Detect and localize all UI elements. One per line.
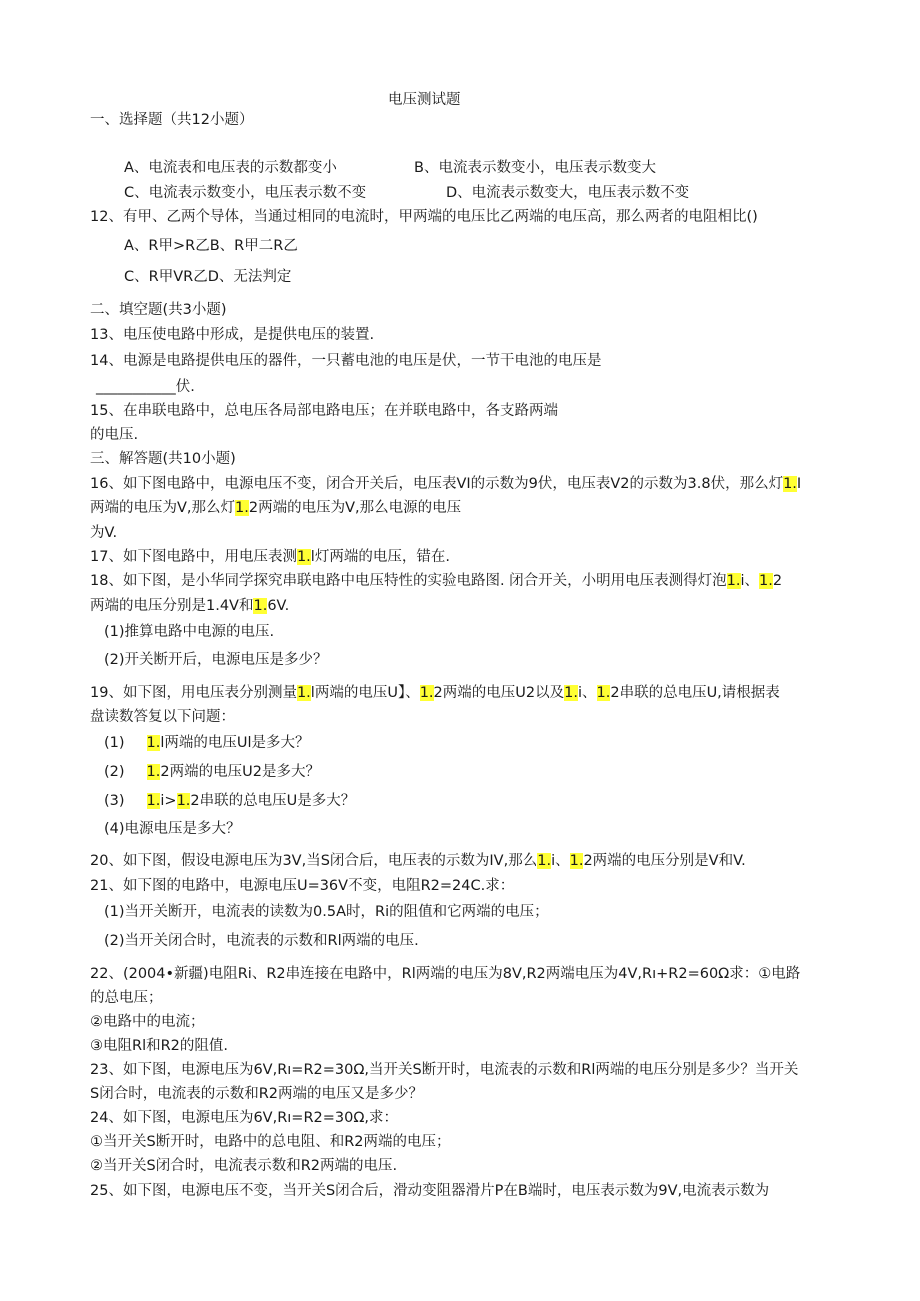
q17-text: 17、如下图电路中，用电压表测 [90,549,297,565]
question-12: 12、有甲、乙两个导体，当通过相同的电流时，甲两端的电压比乙两端的电压高，那么两者的电阻相比() [90,209,758,225]
highlight-mark: 1. [759,573,773,589]
q20-text: i、 [551,853,570,869]
section-heading-answer: 三、解答题(共10小题) [90,451,236,467]
question-15-line1: 15、在串联电路中，总电压各局部电路电压；在并联电路中，各支路两端 [90,403,558,419]
question-22-line3: ②电路中的电流； [90,1014,205,1030]
highlight-mark: 1. [176,793,191,809]
highlight-mark: 1. [296,685,311,701]
highlight-mark: 1. [564,685,578,701]
question-22-line2: 的总电压； [90,990,163,1006]
highlight-mark: 1. [146,735,161,751]
question-20 [90,851,746,871]
sub-number: (1) [104,735,125,751]
sub-number: (3) [104,793,125,809]
q18-text: 18、如下图，是小华同学探究串联电路中电压特性的实验电路图. 闭合开关，小明用电压表测得灯泡 [90,573,727,589]
question-22-line1: 22、(2004•新疆)电阻Ri、R2串连接在电路中，Rl两端的电压为8V,R2两端电压为4V,Rı+R2=60Ω求：①电路 [90,966,801,982]
question-21: 21、如下图的电路中，电源电压U=36V不变，电阻R2=24C.求： [90,878,515,894]
question-22-line4: ③电阻Rl和R2的阻值. [90,1038,229,1054]
question-19-sub4: (4)电源电压是多大？ [104,821,241,837]
highlight-mark: 1. [569,853,584,869]
q19-text: 2两端的电压U2以及 [433,685,565,701]
section-heading-choice: 一、选择题（共12小题） [90,112,254,128]
option-d: D、电流表示数变大，电压表示数不变 [446,185,690,201]
q18-text: 6V. [267,598,290,614]
option-a: A、电流表和电压表的示数都变小 [124,160,337,176]
q18-text: i、 [740,573,760,589]
question-24-line2: ①当开关S断开时，电路中的总电阻、和R2两端的电压； [90,1134,451,1150]
question-13: 13、电压使电路中形成，是提供电压的装置. [90,327,375,343]
question-23-line1: 23、如下图，电源电压为6V,Rı=R2=30Ω,当开关S断开时，电流表的示数和Rl两端的电压分别是多少？当开关 [90,1062,799,1078]
highlight-mark: 1. [419,685,434,701]
q16-text: 2两端的电压为V,那么电源的电压 [248,500,462,516]
highlight-mark: 1. [783,476,797,492]
option-c: C、电流表示数变小，电压表示数不变 [124,185,367,201]
question-16-line2 [90,498,461,518]
highlight-mark: 1. [235,500,249,516]
q16-text: 16、如下图电路中，电源电压不变，闭合开关后，电压表VI的示数为9伏，电压表V2的示数为3.8伏，那么灯 [90,476,784,492]
sub-text: 2串联的总电压U是多大？ [190,793,356,809]
q19-text: 2串联的总电压U,请根据表 [610,685,780,701]
sub-text: i> [160,793,177,809]
question-12-options-cd: C、R甲VR乙D、无法判定 [124,269,292,285]
highlight-mark: 1. [537,853,552,869]
question-16-line3: 为V. [90,525,118,541]
highlight-mark: 1. [146,764,161,780]
q16-text: I [796,476,802,492]
question-19-sub1 [104,733,310,753]
question-18-line1 [90,571,782,591]
question-19-line2: 盘读数答复以下问题： [90,709,235,725]
q20-text: 20、如下图，假设电源电压为3V,当S闭合后，电压表的示数为IV,那么 [90,853,538,869]
highlight-mark: 1. [296,549,311,565]
highlight-mark: 1. [726,573,741,589]
question-18-sub2: (2)开关断开后，电源电压是多少？ [104,652,328,668]
question-19-sub3 [104,791,355,811]
q18-text: 两端的电压分别是1.4V和 [90,598,254,614]
question-18-line2 [90,596,289,616]
sub-number: (2) [104,764,125,780]
question-18-sub1: (1)推算电路中电源的电压. [104,624,275,640]
question-16-line1 [90,474,801,494]
question-12-options-ab: A、R甲>R乙B、R甲二R乙 [124,238,298,254]
q20-text: 2两端的电压分别是V和V. [583,853,746,869]
question-21-sub1: (1)当开关断开，电流表的读数为0.5A时，Ri的阻值和它两端的电压； [104,904,549,920]
q18-text: 2 [772,573,783,589]
question-17 [90,547,450,567]
q19-text: 19、如下图，用电压表分别测量 [90,685,297,701]
question-24-line1: 24、如下图，电源电压为6V,Rı=R2=30Ω,求： [90,1110,399,1126]
question-15-line2: 的电压. [90,427,139,443]
highlight-mark: 1. [596,685,611,701]
q17-text: l灯两端的电压，错在. [310,549,450,565]
question-25: 25、如下图，电源电压不变，当开关S闭合后，滑动变阻器滑片P在B端时，电压表示数为9V,电流表示数为 [90,1183,770,1199]
sub-text: l两端的电压Ul是多大？ [160,735,310,751]
question-14-line1: 14、电源是电路提供电压的器件，一只蓄电池的电压是伏，一节干电池的电压是 [90,353,602,369]
q19-text: i、 [577,685,597,701]
highlight-mark: 1. [146,793,161,809]
section-heading-fill: 二、填空题(共3小题) [90,302,227,318]
highlight-mark: 1. [253,598,268,614]
sub-text: 2两端的电压U2是多大？ [160,764,320,780]
question-19-sub2 [104,762,320,782]
page-title: 电压测试题 [388,92,461,108]
q16-text: 两端的电压为V,那么灯 [90,500,236,516]
question-19-line1 [90,683,780,703]
question-23-line2: S闭合时，电流表的示数和R2两端的电压又是多少？ [90,1086,424,1102]
q19-text: l两端的电压U】、 [310,685,420,701]
question-14-line2: ___________伏. [96,379,195,395]
option-b: B、电流表示数变小，电压表示数变大 [414,160,656,176]
question-24-line3: ②当开关S闭合时，电流表示数和R2两端的电压. [90,1158,398,1174]
question-21-sub2: (2)当开关闭合时，电流表的示数和Rl两端的电压. [104,933,419,949]
